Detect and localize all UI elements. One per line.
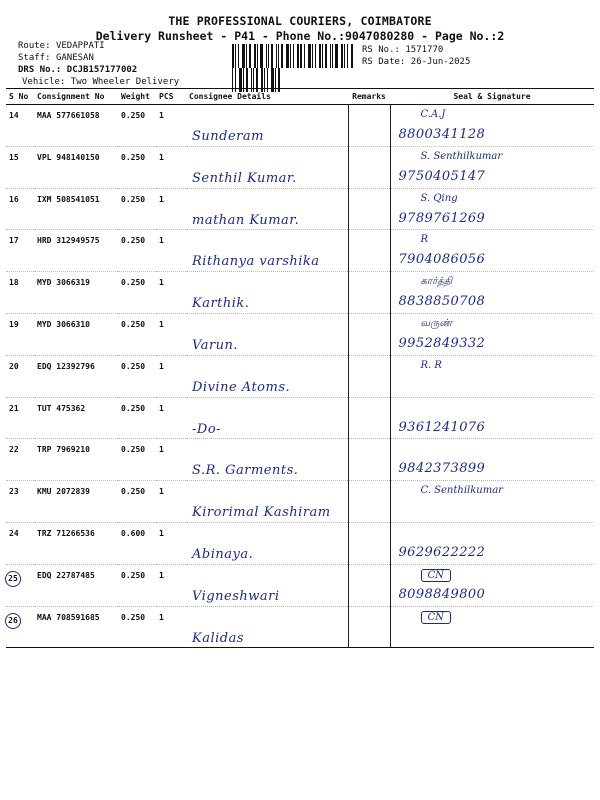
staff-value: GANESAN bbox=[55, 53, 94, 63]
row-consignee bbox=[186, 146, 348, 188]
drs-line bbox=[18, 64, 137, 76]
consignee-handwriting: S.R. Garments. bbox=[192, 463, 299, 479]
sno-value: 26 bbox=[5, 613, 21, 629]
barcode-bar bbox=[281, 44, 283, 68]
phone-handwriting: 9629622222 bbox=[398, 544, 486, 560]
consignee-handwriting: Varun. bbox=[192, 337, 239, 353]
consignee-handwriting: mathan Kumar. bbox=[192, 212, 300, 228]
barcode-bar bbox=[319, 44, 321, 68]
barcode-bar bbox=[290, 44, 291, 68]
row-pcs: 1 bbox=[156, 564, 186, 606]
rs-date-line bbox=[362, 57, 470, 67]
signature-scribble: S. Qing bbox=[420, 192, 458, 204]
sno-value: 25 bbox=[5, 571, 21, 587]
row-remarks bbox=[348, 564, 390, 606]
col-consignment: Consignment No bbox=[34, 89, 118, 105]
barcode-bar bbox=[242, 44, 245, 68]
table-row bbox=[6, 105, 594, 147]
sno-value: 14 bbox=[9, 111, 19, 120]
row-consignment: VPL 948140150 bbox=[34, 146, 118, 188]
sno-value: 21 bbox=[9, 403, 19, 413]
barcode-bar bbox=[332, 44, 333, 68]
phone-handwriting: 9361241076 bbox=[398, 419, 486, 435]
signature-scribble: R bbox=[420, 234, 429, 246]
signature-scribble: C.A.J bbox=[420, 109, 446, 120]
row-pcs: 1 bbox=[156, 481, 186, 523]
row-weight: 0.250 bbox=[118, 188, 156, 230]
consignee-handwriting: Karthik. bbox=[192, 296, 250, 312]
row-consignee bbox=[186, 355, 348, 397]
row-remarks bbox=[348, 355, 390, 397]
phone-handwriting: 9952849332 bbox=[398, 335, 486, 351]
row-seal bbox=[390, 272, 594, 314]
barcode-bar bbox=[286, 44, 289, 68]
consignee-handwriting: Rithanya varshika bbox=[192, 254, 320, 270]
row-consignment: KMU 2072839 bbox=[34, 481, 118, 523]
row-remarks bbox=[348, 606, 390, 648]
rs-no-line bbox=[362, 45, 443, 55]
row-sno bbox=[6, 272, 34, 314]
sno-value: 15 bbox=[9, 152, 19, 162]
row-seal bbox=[390, 105, 594, 147]
row-consignment: TRZ 71266536 bbox=[34, 522, 118, 564]
col-pcs: PCS bbox=[156, 89, 186, 105]
row-seal bbox=[390, 606, 594, 648]
barcode-bar bbox=[347, 44, 348, 68]
row-consignee bbox=[186, 105, 348, 147]
table-row bbox=[6, 188, 594, 230]
row-sno bbox=[6, 313, 34, 355]
rs-no-label: RS No.: bbox=[362, 45, 400, 55]
row-consignment: MYD 3066310 bbox=[34, 313, 118, 355]
row-pcs: 1 bbox=[156, 313, 186, 355]
consignee-handwriting: Vigneshwari bbox=[192, 588, 280, 604]
staff-line bbox=[18, 52, 94, 64]
phone-handwriting: 8838850708 bbox=[398, 294, 486, 310]
sno-value: 23 bbox=[9, 487, 19, 497]
barcode-bar bbox=[297, 44, 299, 68]
row-sno bbox=[6, 481, 34, 523]
route-label: Route: bbox=[18, 41, 51, 51]
col-consignee: Consignee Details bbox=[186, 89, 348, 105]
phone-handwriting: 9842373899 bbox=[398, 461, 486, 477]
drs-barcode bbox=[232, 44, 354, 68]
barcode-bar bbox=[300, 44, 302, 68]
barcode-bar bbox=[232, 44, 234, 68]
barcode-bar bbox=[344, 44, 345, 68]
phone-handwriting: 9750405147 bbox=[398, 168, 486, 184]
barcode-bar bbox=[246, 44, 247, 68]
vehicle-value: Two Wheeler Delivery bbox=[70, 77, 180, 87]
row-seal bbox=[390, 522, 594, 564]
row-sno bbox=[6, 188, 34, 230]
consignee-handwriting: Senthil Kumar. bbox=[192, 170, 297, 186]
row-consignment: IXM 508541051 bbox=[34, 188, 118, 230]
row-pcs: 1 bbox=[156, 230, 186, 272]
row-weight: 0.250 bbox=[118, 313, 156, 355]
barcode-bar bbox=[276, 44, 277, 68]
barcode-bar bbox=[341, 44, 343, 68]
row-pcs: 1 bbox=[156, 272, 186, 314]
row-consignment: MYD 3066319 bbox=[34, 272, 118, 314]
rs-date-label: RS Date: bbox=[362, 57, 406, 67]
col-sno: S No bbox=[6, 89, 34, 105]
row-pcs: 1 bbox=[156, 397, 186, 439]
row-sno bbox=[6, 105, 34, 147]
barcode-bar bbox=[254, 44, 256, 68]
row-seal bbox=[390, 481, 594, 523]
sno-value: 22 bbox=[9, 445, 19, 455]
row-consignee bbox=[186, 188, 348, 230]
row-seal bbox=[390, 230, 594, 272]
row-consignment: MAA 577661058 bbox=[34, 105, 118, 147]
table-row bbox=[6, 397, 594, 439]
row-seal bbox=[390, 397, 594, 439]
sno-value: 24 bbox=[9, 528, 19, 538]
row-remarks bbox=[348, 522, 390, 564]
barcode-bar bbox=[335, 44, 338, 68]
table-row bbox=[6, 355, 594, 397]
company-title: THE PROFESSIONAL COURIERS, COIMBATORE bbox=[168, 14, 432, 28]
row-sno bbox=[6, 606, 34, 648]
row-seal bbox=[390, 146, 594, 188]
phone-handwriting: 8800341128 bbox=[398, 127, 486, 142]
consignee-handwriting: Divine Atoms. bbox=[192, 379, 291, 395]
row-consignee bbox=[186, 522, 348, 564]
barcode-bar bbox=[312, 44, 313, 68]
barcode-bar bbox=[268, 44, 269, 68]
barcode-bar bbox=[260, 44, 263, 68]
consignee-handwriting: Kirorimal Kashiram bbox=[192, 505, 331, 521]
drs-label: DRS No.: bbox=[18, 65, 62, 75]
row-sno bbox=[6, 230, 34, 272]
row-consignment: HRD 312949575 bbox=[34, 230, 118, 272]
row-sno bbox=[6, 564, 34, 606]
rs-no-value: 1571770 bbox=[405, 45, 444, 55]
row-weight: 0.250 bbox=[118, 272, 156, 314]
row-remarks bbox=[348, 439, 390, 481]
row-pcs: 1 bbox=[156, 439, 186, 481]
table-header bbox=[6, 89, 594, 105]
row-sno bbox=[6, 355, 34, 397]
row-pcs: 1 bbox=[156, 355, 186, 397]
sno-value: 19 bbox=[9, 319, 19, 329]
row-weight: 0.250 bbox=[118, 105, 156, 147]
table-row bbox=[6, 146, 594, 188]
table-row bbox=[6, 313, 594, 355]
row-sno bbox=[6, 397, 34, 439]
row-consignee bbox=[186, 439, 348, 481]
row-weight: 0.250 bbox=[118, 397, 156, 439]
row-consignment: TUT 475362 bbox=[34, 397, 118, 439]
barcode-bar bbox=[351, 44, 353, 68]
runsheet-table bbox=[6, 88, 594, 648]
col-seal: Seal & Signature bbox=[390, 89, 594, 105]
row-consignment: MAA 708591685 bbox=[34, 606, 118, 648]
barcode-bar bbox=[315, 44, 316, 68]
row-consignee bbox=[186, 230, 348, 272]
row-consignee bbox=[186, 313, 348, 355]
row-pcs: 1 bbox=[156, 188, 186, 230]
consignee-handwriting: -Do- bbox=[192, 421, 222, 437]
row-consignment: TRP 7969210 bbox=[34, 439, 118, 481]
barcode-bar bbox=[325, 44, 327, 68]
row-remarks bbox=[348, 481, 390, 523]
row-consignment: EDQ 12392796 bbox=[34, 355, 118, 397]
barcode-bar bbox=[293, 44, 294, 68]
row-consignee bbox=[186, 481, 348, 523]
barcode-bar bbox=[257, 44, 258, 68]
staff-label: Staff: bbox=[18, 53, 51, 63]
row-weight: 0.250 bbox=[118, 355, 156, 397]
vehicle-line bbox=[22, 76, 179, 88]
row-weight: 0.250 bbox=[118, 439, 156, 481]
row-consignee bbox=[186, 564, 348, 606]
signature-scribble: CN bbox=[421, 611, 451, 624]
consignee-handwriting: Kalidas bbox=[192, 630, 245, 646]
signature-scribble: C. Senthilkumar bbox=[420, 485, 503, 497]
row-weight: 0.250 bbox=[118, 146, 156, 188]
route-line bbox=[18, 40, 105, 52]
signature-scribble: S. Senthilkumar bbox=[420, 150, 503, 162]
signature-scribble: கார்த்தி bbox=[420, 276, 453, 288]
table-row bbox=[6, 606, 594, 648]
signature-scribble: R. R bbox=[420, 359, 442, 371]
row-pcs: 1 bbox=[156, 522, 186, 564]
row-seal bbox=[390, 564, 594, 606]
barcode-bar bbox=[266, 44, 267, 68]
row-weight: 0.250 bbox=[118, 606, 156, 648]
row-seal bbox=[390, 439, 594, 481]
row-remarks bbox=[348, 146, 390, 188]
row-seal bbox=[390, 355, 594, 397]
row-pcs: 1 bbox=[156, 606, 186, 648]
row-weight: 0.250 bbox=[118, 230, 156, 272]
table-row bbox=[6, 481, 594, 523]
row-consignee bbox=[186, 606, 348, 648]
row-sno bbox=[6, 522, 34, 564]
sno-value: 18 bbox=[9, 278, 19, 288]
row-weight: 0.600 bbox=[118, 522, 156, 564]
barcode-bar bbox=[271, 44, 273, 68]
row-weight: 0.250 bbox=[118, 481, 156, 523]
route-value: VEDAPPATI bbox=[55, 41, 105, 51]
phone-handwriting: 8098849800 bbox=[398, 586, 486, 602]
row-remarks bbox=[348, 313, 390, 355]
row-remarks bbox=[348, 105, 390, 147]
signature-scribble: CN bbox=[421, 569, 451, 582]
barcode-bar bbox=[330, 44, 331, 68]
row-sno bbox=[6, 439, 34, 481]
barcode-bar bbox=[249, 44, 251, 68]
sno-value: 16 bbox=[9, 194, 19, 204]
phone-handwriting: 9789761269 bbox=[398, 210, 486, 226]
consignee-handwriting: Sunderam bbox=[192, 129, 264, 144]
table-row bbox=[6, 272, 594, 314]
table-row bbox=[6, 522, 594, 564]
signature-scribble: வருண் bbox=[420, 317, 453, 329]
row-consignee bbox=[186, 272, 348, 314]
row-seal bbox=[390, 313, 594, 355]
row-weight: 0.250 bbox=[118, 564, 156, 606]
row-pcs: 1 bbox=[156, 105, 186, 147]
sno-value: 20 bbox=[9, 361, 19, 371]
table-row bbox=[6, 564, 594, 606]
row-sno bbox=[6, 146, 34, 188]
col-remarks: Remarks bbox=[348, 89, 390, 105]
barcode-bar bbox=[308, 44, 311, 68]
barcode-bar bbox=[278, 44, 279, 68]
rs-date-value: 26-Jun-2025 bbox=[410, 57, 471, 67]
consignee-handwriting: Abinaya. bbox=[192, 546, 254, 562]
row-consignee bbox=[186, 397, 348, 439]
barcode-bar bbox=[304, 44, 305, 68]
vehicle-label: Vehicle: bbox=[22, 77, 66, 87]
row-remarks bbox=[348, 230, 390, 272]
barcode-bar bbox=[238, 44, 239, 68]
barcode-bar bbox=[235, 44, 236, 68]
sno-value: 17 bbox=[9, 236, 19, 246]
row-remarks bbox=[348, 397, 390, 439]
row-pcs: 1 bbox=[156, 146, 186, 188]
row-seal bbox=[390, 188, 594, 230]
barcode-bar bbox=[322, 44, 323, 68]
table-row bbox=[6, 230, 594, 272]
row-consignment: EDQ 22787485 bbox=[34, 564, 118, 606]
table-row bbox=[6, 439, 594, 481]
runsheet-title: Delivery Runsheet - P41 - Phone No.:9047080280 - Page No.:2 bbox=[95, 29, 505, 43]
col-weight: Weight bbox=[118, 89, 156, 105]
phone-handwriting: 7904086056 bbox=[398, 252, 486, 268]
row-remarks bbox=[348, 188, 390, 230]
drs-value: DCJB157177002 bbox=[66, 65, 138, 75]
row-remarks bbox=[348, 272, 390, 314]
